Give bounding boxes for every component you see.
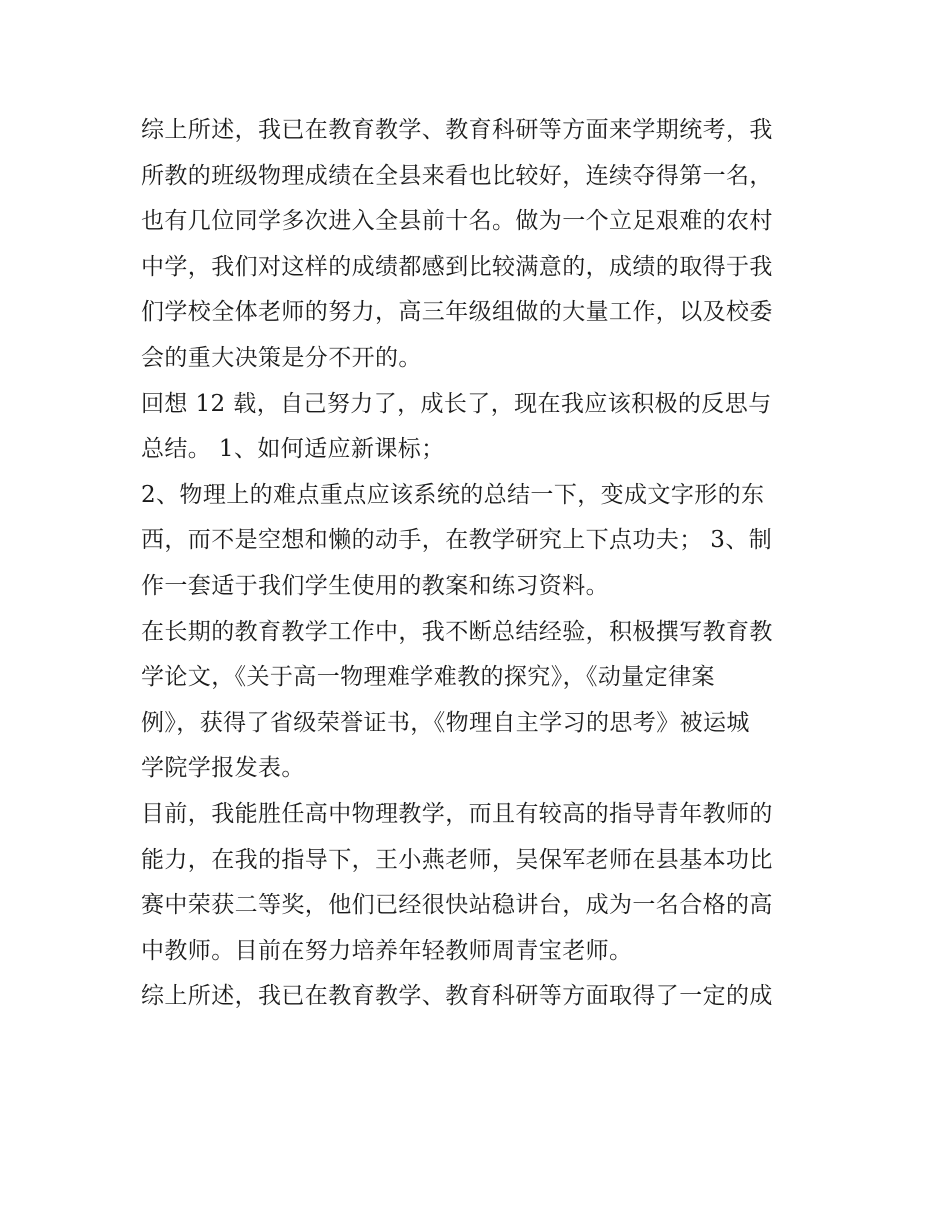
text-line: 会的重大决策是分不开的。 xyxy=(141,344,422,371)
text-line: 中学，我们对这样的成绩都感到比较满意的，成绩的取得于我 xyxy=(141,253,773,280)
text-line: 总结。 1、如何适应新课标； xyxy=(141,436,445,463)
text-line: 在长期的教育教学工作中，我不断总结经验，积极撰写教育教 xyxy=(141,618,773,645)
text-line: 目前，我能胜任高中物理教学，而且有较高的指导青年教师的 xyxy=(141,800,773,827)
text-line: 作一套适于我们学生使用的教案和练习资料。 xyxy=(141,572,609,599)
text-line: 中教师。目前在努力培养年轻教师周青宝老师。 xyxy=(141,937,633,964)
text-line: 们学校全体老师的努力，高三年级组做的大量工作，以及校委 xyxy=(141,299,773,326)
text-line: 例》，获得了省级荣誉证书，《物理自主学习的思考》被运城 xyxy=(141,709,750,736)
text-line: 也有几位同学多次进入全县前十名。做为一个立足艰难的农村 xyxy=(141,208,773,235)
text-line: 2、物理上的难点重点应该系统的总结一下，变成文字形的东 xyxy=(141,481,765,508)
text-line: 所教的班级物理成绩在全县来看也比较好，连续夺得第一名， xyxy=(141,162,773,189)
text-line: 回想 12 载，自己努力了，成长了，现在我应该积极的反思与 xyxy=(141,390,772,417)
paragraph-summary-intro xyxy=(141,108,821,382)
text-line: 学院学报发表。 xyxy=(141,755,305,782)
paragraph-mentoring xyxy=(141,792,821,974)
text-line: 能力，在我的指导下，王小燕老师，吴保军老师在县基本功比 xyxy=(141,846,773,873)
text-line: 学论文，《关于高一物理难学难教的探究》，《动量定律案 xyxy=(141,664,715,691)
document-body xyxy=(141,108,821,1020)
paragraph-publications xyxy=(141,610,821,792)
text-line: 综上所述，我已在教育教学、教育科研等方面来学期统考，我 xyxy=(141,117,773,143)
paragraph-physics-points xyxy=(141,473,821,610)
paragraph-summary-closing xyxy=(141,974,821,1020)
paragraph-reflection xyxy=(141,382,821,473)
text-line: 综上所述，我已在教育教学、教育科研等方面取得了一定的成 xyxy=(141,983,773,1010)
text-line: 西，而不是空想和懒的动手，在教学研究上下点功夫； 3、制 xyxy=(141,527,773,554)
text-line: 赛中荣获二等奖，他们已经很快站稳讲台，成为一名合格的高 xyxy=(141,892,773,919)
